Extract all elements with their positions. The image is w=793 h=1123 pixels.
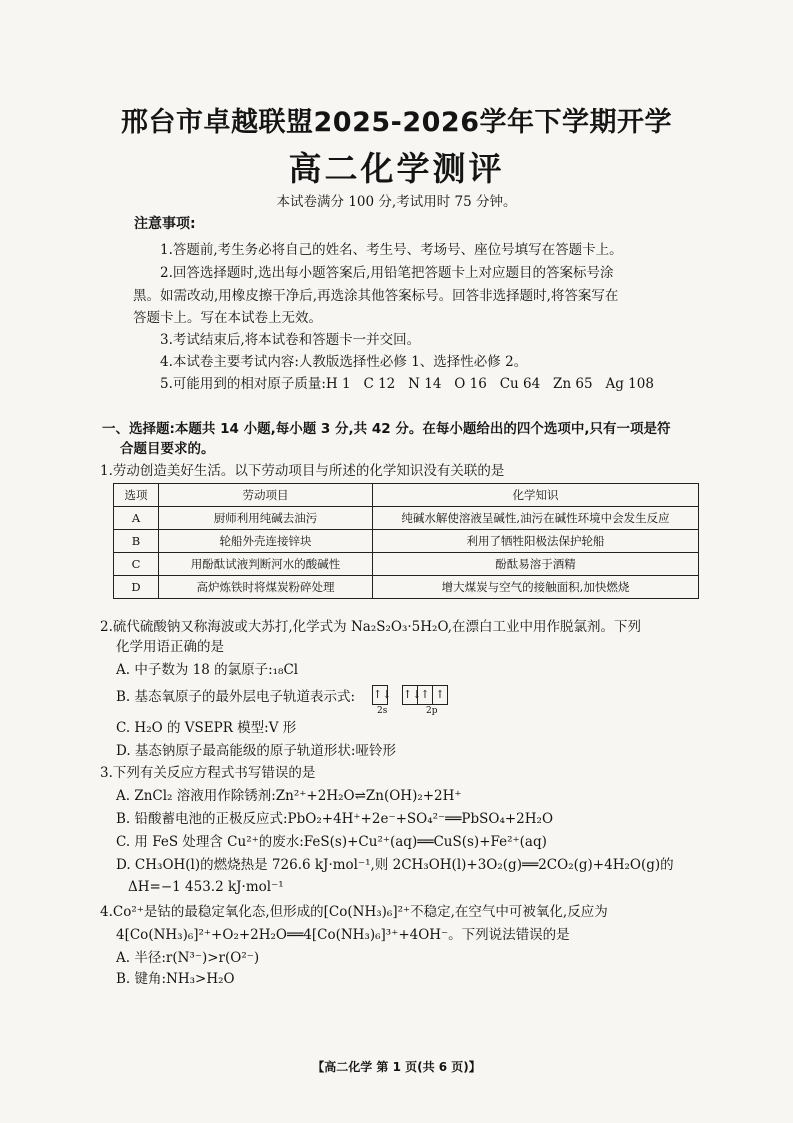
q3-option-d-cont: ΔH=−1 453.2 kJ·mol⁻¹ <box>128 879 284 895</box>
q1-cell: 纯碱水解使溶液呈碱性,油污在碱性环境中会发生反应 <box>373 507 699 530</box>
q1-cell: 增大煤炭与空气的接触面积,加快燃烧 <box>373 576 699 599</box>
orbital-2p-label: 2p <box>426 706 438 716</box>
q3-option-b: B. 铅酸蓄电池的正极反应式:PbO₂+4H⁺+2e⁻+SO₄²⁻══PbSO₄+2H₂O <box>116 811 554 827</box>
notice-1: 1.答题前,考生务必将自己的姓名、考生号、考场号、座位号填写在答题卡上。 <box>160 242 623 258</box>
q1-header-labor: 劳动项目 <box>159 484 373 507</box>
q3-option-d: D. CH₃OH(l)的燃烧热是 726.6 kJ·mol⁻¹,则 2CH₃OH(l)+3O₂(g)══2CO₂(g)+4H₂O(g)的 <box>116 857 674 873</box>
orbital-2p-box <box>402 685 448 705</box>
q4-option-a: A. 半径:r(N³⁻)>r(O²⁻) <box>116 950 260 966</box>
notice-heading: 注意事项: <box>134 216 196 232</box>
exam-subtitle: 高二化学测评 <box>288 149 505 188</box>
q3-option-c: C. 用 FeS 处理含 Cu²⁺的废水:FeS(s)+Cu²⁺(aq)══CuS(s)+Fe²⁺(aq) <box>116 834 547 850</box>
orbital-2s-label: 2s <box>377 706 388 716</box>
q1-cell: 酚酞易溶于酒精 <box>373 553 699 576</box>
page-footer: 【高二化学 第 1 页(共 6 页)】 <box>312 1060 481 1074</box>
q1-header-option: 选项 <box>114 484 159 507</box>
orbital-cell: ↑↓ <box>403 686 418 704</box>
q3-option-a: A. ZnCl₂ 溶液用作除锈剂:Zn²⁺+2H₂O⇌Zn(OH)₂+2H⁺ <box>116 788 462 804</box>
q1-cell: 轮船外壳连接锌块 <box>159 530 373 553</box>
exam-info: 本试卷满分 100 分,考试用时 75 分钟。 <box>276 194 517 210</box>
orbital-2s-box <box>372 685 392 705</box>
q4-stem: 4.Co²⁺是钴的最稳定氧化态,但形成的[Co(NH₃)₆]²⁺不稳定,在空气中可被氧化,反应为 <box>100 904 608 920</box>
q2-stem: 2.硫代硫酸钠又称海波或大苏打,化学式为 Na₂S₂O₃·5H₂O,在漂白工业中用作脱氯剂。下列 <box>100 619 642 635</box>
q1-cell: 厨师利用纯碱去油污 <box>159 507 373 530</box>
notice-4: 4.本试卷主要考试内容:人教版选择性必修 1、选择性必修 2。 <box>160 354 528 370</box>
q4-stem-cont: 4[Co(NH₃)₆]²⁺+O₂+2H₂O══4[Co(NH₃)₆]³⁺+4OH⁻。下列说法错误的是 <box>116 927 570 943</box>
notice-2b: 黑。如需改动,用橡皮擦干净后,再选涂其他答案标号。回答非选择题时,将答案写在 <box>133 288 619 304</box>
q1-cell: 高炉炼铁时将煤炭粉碎处理 <box>159 576 373 599</box>
q1-stem: 1.劳动创造美好生活。以下劳动项目与所述的化学知识没有关联的是 <box>100 463 505 479</box>
notice-2a: 2.回答选择题时,选出每小题答案后,用铅笔把答题卡上对应题目的答案标号涂 <box>160 265 614 281</box>
q2-option-d: D. 基态钠原子最高能级的原子轨道形状:哑铃形 <box>116 743 396 759</box>
q1-cell: 用酚酞试液判断河水的酸碱性 <box>159 553 373 576</box>
orbital-cell: ↑↓ <box>373 688 392 701</box>
q1-table-header <box>114 484 699 507</box>
notice-3: 3.考试结束后,将本试卷和答题卡一并交回。 <box>160 332 421 348</box>
q2-stem-cont: 化学用语正确的是 <box>116 639 224 655</box>
section-1-heading: 一、选择题:本题共 14 小题,每小题 3 分,共 42 分。在每小题给出的四个选项中,只有一项是符 <box>102 421 671 437</box>
q1-cell: B <box>114 530 159 553</box>
q1-table <box>113 483 699 599</box>
q2-option-a: A. 中子数为 18 的氯原子:₁₈Cl <box>116 662 299 678</box>
table-row <box>114 530 699 553</box>
q1-cell: D <box>114 576 159 599</box>
notice-5: 5.可能用到的相对原子质量:H 1 C 12 N 14 O 16 Cu 64 Zn 65 Ag 108 <box>160 376 654 392</box>
orbital-cell: ↑ <box>435 688 445 701</box>
table-row <box>114 576 699 599</box>
q1-cell: 利用了牺牲阳极法保护轮船 <box>373 530 699 553</box>
q2-option-b: B. 基态氧原子的最外层电子轨道表示式: <box>116 689 356 705</box>
q1-cell: A <box>114 507 159 530</box>
table-row <box>114 553 699 576</box>
orbital-cell: ↑ <box>418 686 433 704</box>
section-1-heading-cont: 合题目要求的。 <box>120 441 215 457</box>
notice-2c: 答题卡上。写在本试卷上无效。 <box>133 310 322 326</box>
q1-cell: C <box>114 553 159 576</box>
table-row <box>114 507 699 530</box>
q2-option-c: C. H₂O 的 VSEPR 模型:V 形 <box>116 720 297 736</box>
q3-stem: 3.下列有关反应方程式书写错误的是 <box>100 765 316 781</box>
exam-title: 邢台市卓越联盟2025-2026学年下学期开学 <box>121 107 672 138</box>
q4-option-b: B. 键角:NH₃>H₂O <box>116 971 235 987</box>
q1-header-knowledge: 化学知识 <box>373 484 699 507</box>
